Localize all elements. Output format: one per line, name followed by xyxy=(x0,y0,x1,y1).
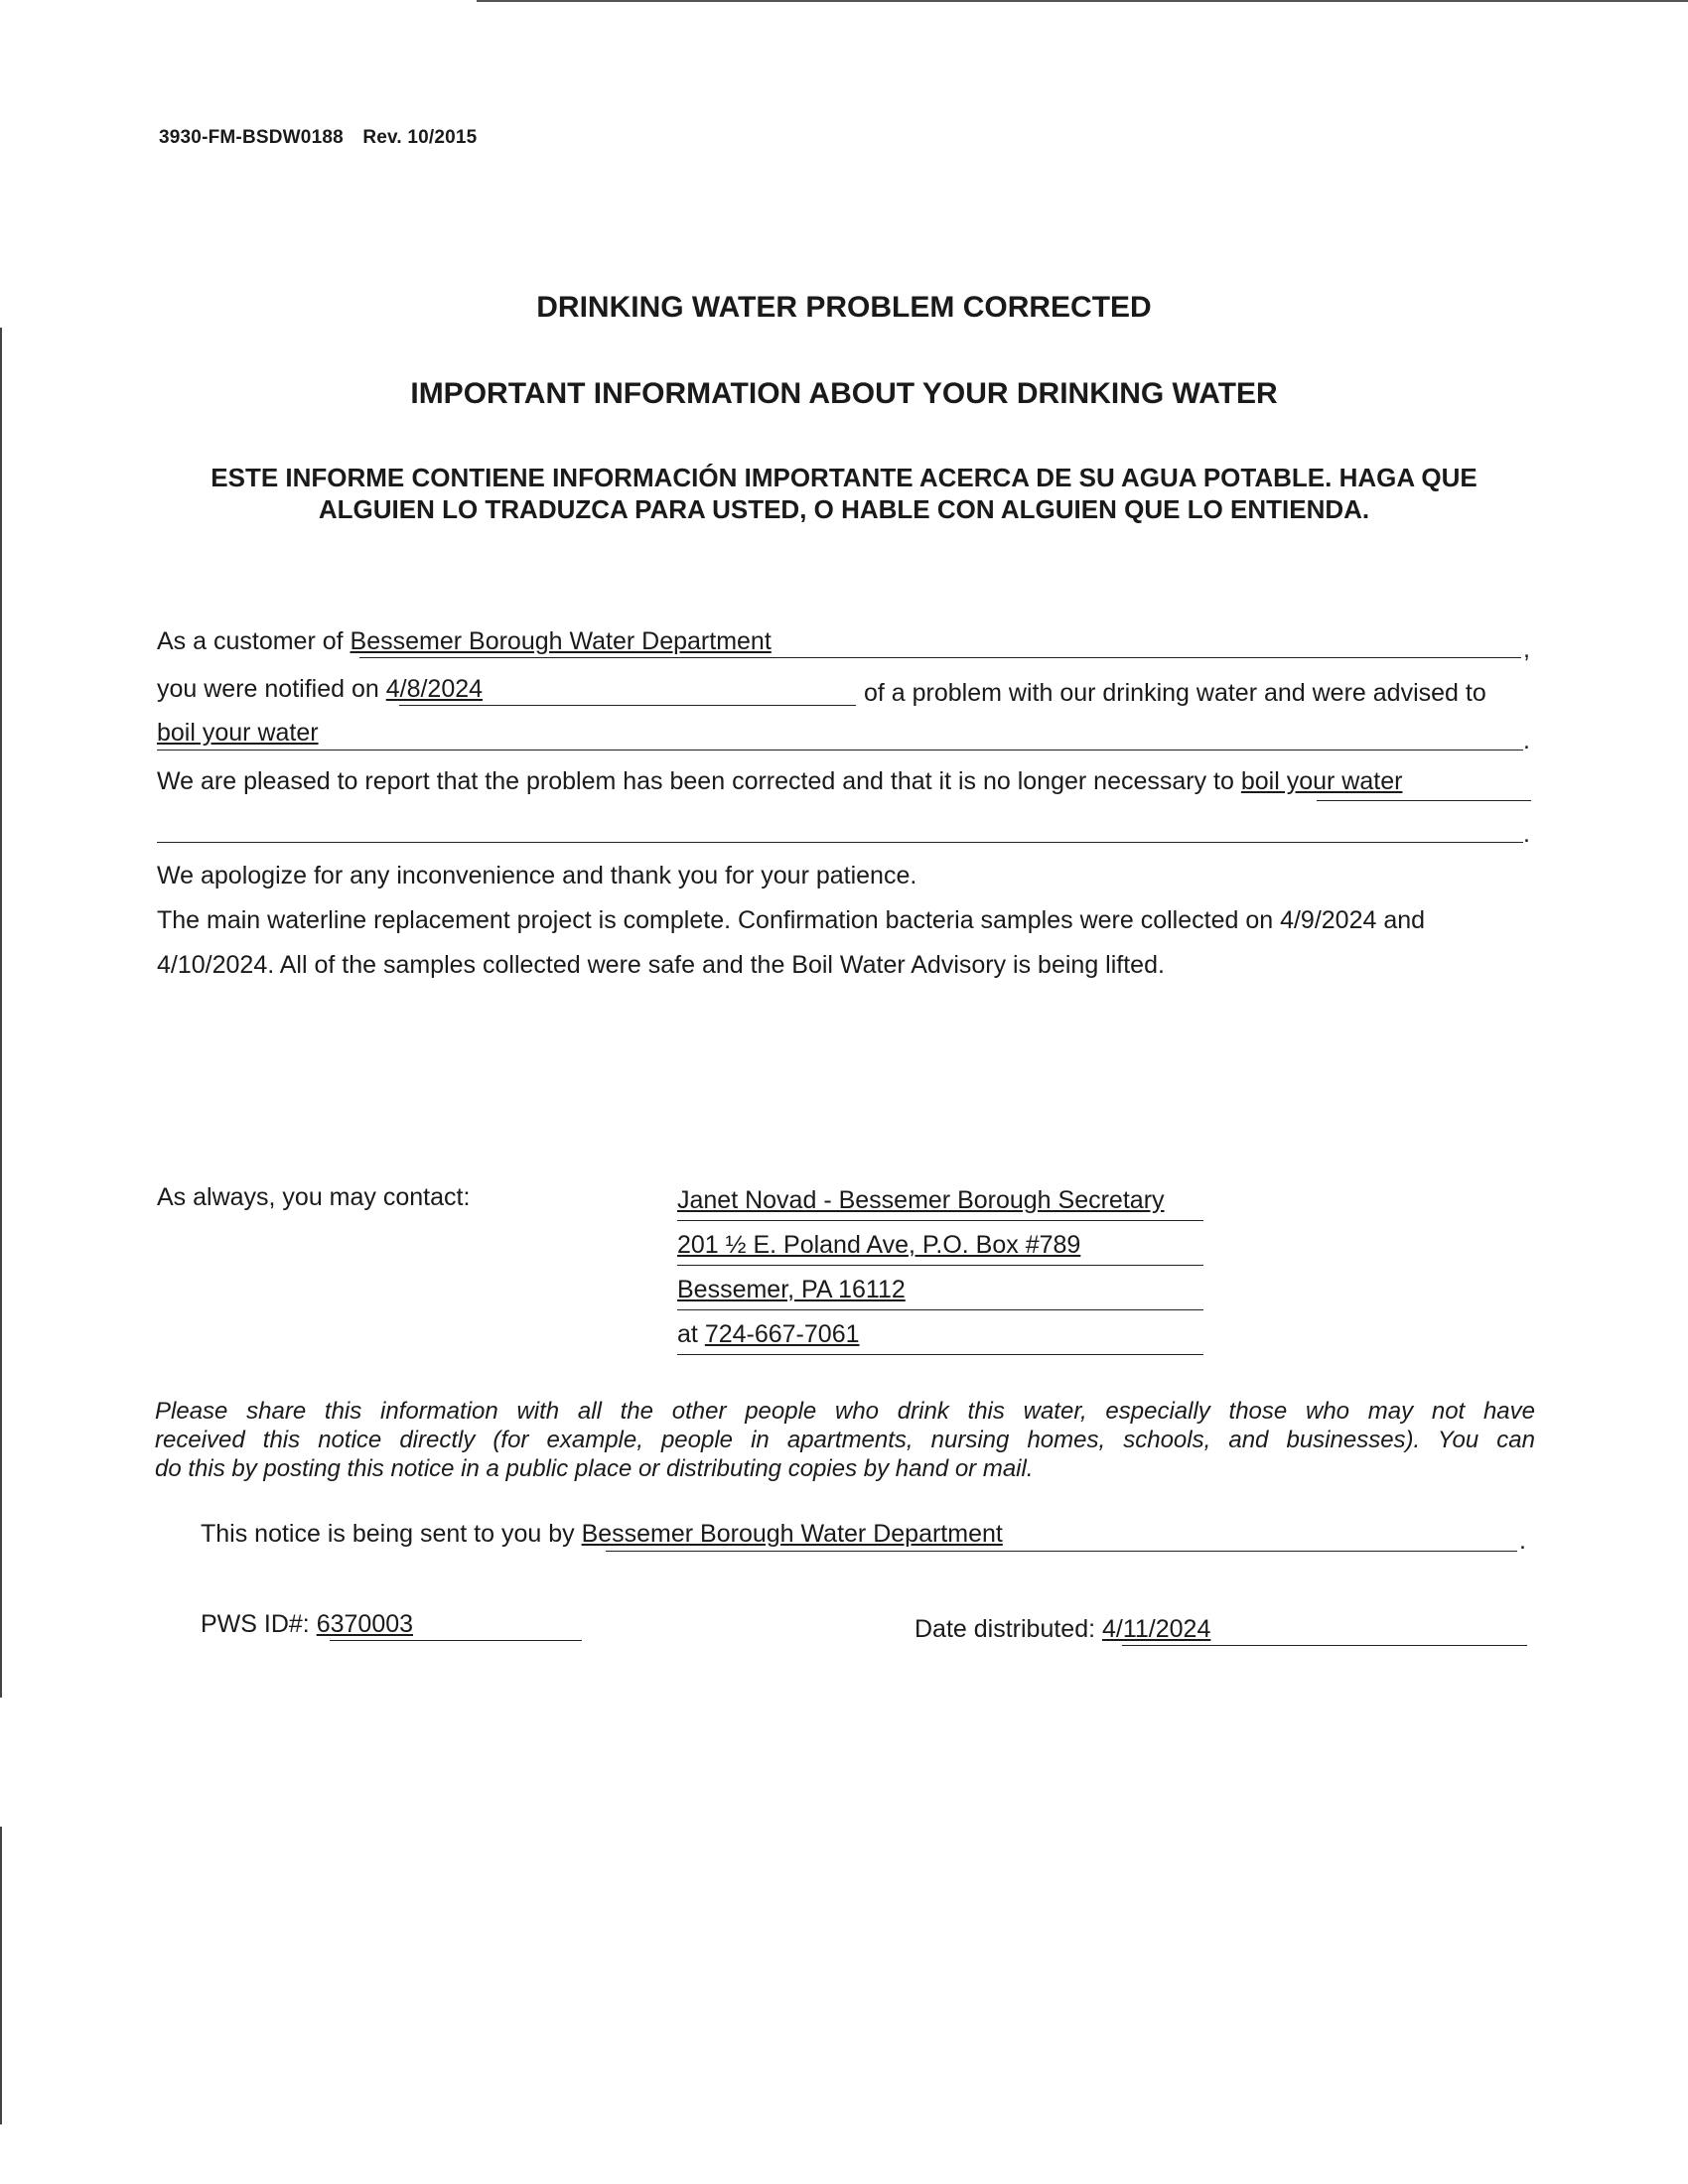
customer-line xyxy=(157,627,772,656)
page-title: DRINKING WATER PROBLEM CORRECTED xyxy=(536,291,1152,324)
share-line-2: received this notice directly (for example, people in apartments, nursing homes, schools, and businesses). You can xyxy=(155,1427,1535,1453)
notified-prefix: you were notified on xyxy=(157,675,379,703)
page-subtitle: IMPORTANT INFORMATION ABOUT YOUR DRINKING WATER xyxy=(410,377,1278,410)
sent-by-prefix: This notice is being sent to you by xyxy=(201,1520,575,1548)
notified-line xyxy=(157,675,483,704)
sent-by-end: . xyxy=(1519,1527,1526,1555)
pws-id-line xyxy=(201,1610,413,1639)
spanish-notice xyxy=(159,462,1529,525)
sent-by-underline xyxy=(606,1551,1517,1552)
share-line-1: Please share this information with all the other people who drink this water, especially those who may not have xyxy=(155,1398,1535,1425)
date-distributed-field: 4/11/2024 xyxy=(1102,1615,1211,1643)
sent-by-field: Bessemer Borough Water Department xyxy=(581,1520,1003,1548)
details-line-1: The main waterline replacement project is complete. Confirmation bacteria samples were collected on 4/9/2024 and xyxy=(157,906,1426,934)
customer-prefix: As a customer of xyxy=(157,627,344,655)
blank-end: . xyxy=(1523,820,1530,848)
notified-suffix: of a problem with our drinking water and were advised to xyxy=(864,679,1486,707)
spanish-notice-line-2: ALGUIEN LO TRADUZCA PARA USTED, O HABLE CON ALGUIEN QUE LO ENTIENDA. xyxy=(318,494,1370,524)
corrected-line xyxy=(157,767,1402,796)
contact-phone-text: 724-667-7061 xyxy=(704,1320,860,1348)
advice-underline xyxy=(157,750,1523,751)
customer-name-field: Bessemer Borough Water Department xyxy=(350,627,772,655)
contact-city-text: Bessemer, PA 16112 xyxy=(677,1276,906,1303)
form-number: 3930-FM-BSDW0188 xyxy=(159,127,344,148)
notified-date-underline xyxy=(399,705,856,706)
notified-date-field: 4/8/2024 xyxy=(385,675,484,703)
advice-field: boil your water xyxy=(157,719,319,747)
date-distributed-label: Date distributed: xyxy=(914,1615,1096,1643)
scan-edge-left xyxy=(0,328,2,1698)
apology-text: We apologize for any inconvenience and thank you for your patience. xyxy=(157,862,917,889)
contact-phone xyxy=(677,1320,1203,1355)
sent-by-line xyxy=(201,1520,1003,1549)
pws-id-label: PWS ID#: xyxy=(201,1610,310,1638)
no-longer-action-underline xyxy=(1317,800,1531,801)
corrected-text: We are pleased to report that the problem has been corrected and that it is no longer necessary to xyxy=(157,767,1234,795)
share-paragraph xyxy=(155,1397,1535,1483)
contact-city xyxy=(677,1276,1203,1310)
form-revision: Rev. 10/2015 xyxy=(362,127,478,148)
scan-edge-left-lower xyxy=(0,1827,2,2124)
spanish-notice-line-1: ESTE INFORME CONTIENE INFORMACIÓN IMPORTANTE ACERCA DE SU AGUA POTABLE. HAGA QUE xyxy=(211,463,1477,492)
form-identifier xyxy=(159,127,477,149)
advice-end: . xyxy=(1523,727,1530,754)
scan-edge-top xyxy=(477,0,1688,2)
customer-suffix: , xyxy=(1523,635,1530,663)
date-distributed-line xyxy=(914,1615,1210,1644)
contact-phone-prefix: at xyxy=(677,1320,698,1348)
contact-label: As always, you may contact: xyxy=(157,1183,471,1211)
contact-name-text: Janet Novad - Bessemer Borough Secretary xyxy=(677,1186,1165,1214)
contact-address xyxy=(677,1231,1203,1266)
details-line-2: 4/10/2024. All of the samples collected were safe and the Boil Water Advisory is being lifted. xyxy=(157,951,1165,979)
date-distributed-underline xyxy=(1122,1645,1527,1646)
contact-name xyxy=(677,1186,1203,1221)
pws-id-underline xyxy=(330,1640,582,1641)
pws-id-field: 6370003 xyxy=(316,1610,414,1638)
customer-underline xyxy=(359,657,1521,658)
share-line-3: do this by posting this notice in a public place or distributing copies by hand or mail. xyxy=(155,1455,1034,1482)
blank-underline xyxy=(157,842,1523,843)
contact-address-text: 201 ½ E. Poland Ave, P.O. Box #789 xyxy=(677,1231,1081,1259)
no-longer-action-field: boil your water xyxy=(1240,767,1403,795)
